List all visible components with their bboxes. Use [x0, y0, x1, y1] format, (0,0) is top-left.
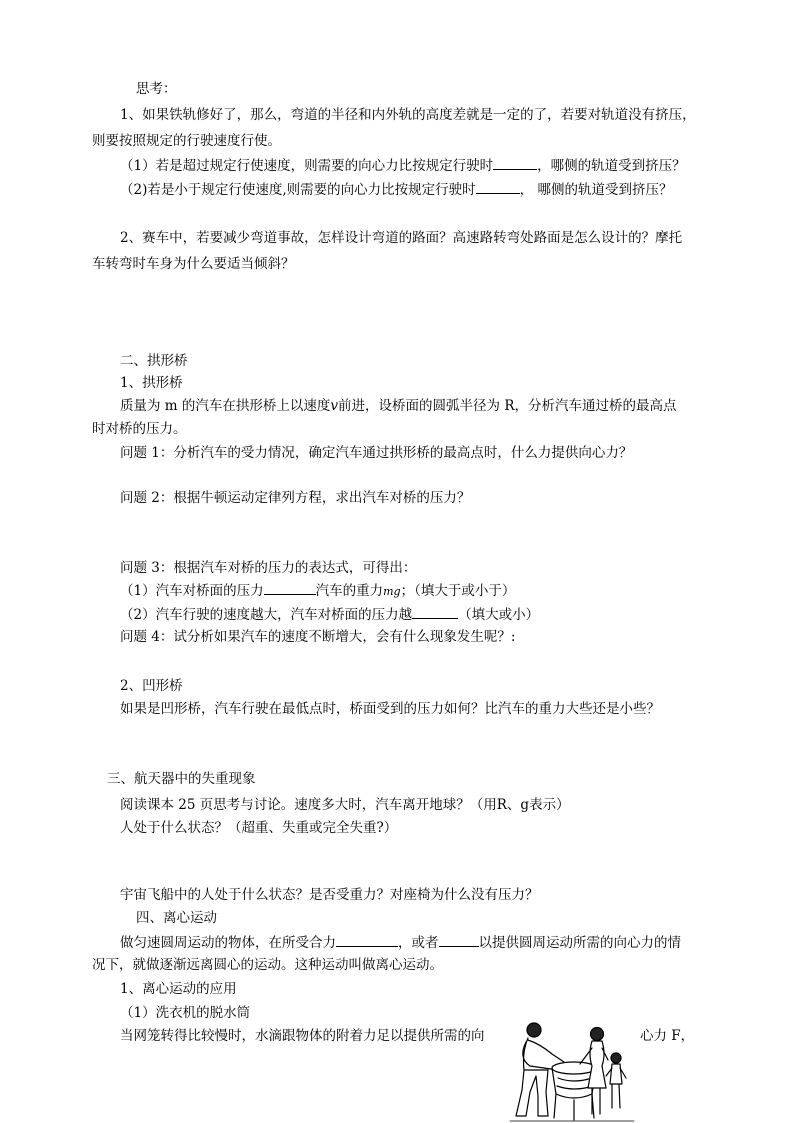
text-span: ，或者: [398, 935, 439, 951]
weightless-heading: 三、航天器中的失重现象: [107, 771, 256, 787]
velocity-symbol: v: [330, 398, 339, 414]
think-q2-line2: 车转弯时车身为什么要适当倾斜？: [92, 256, 295, 272]
think-q1-sub2: [120, 181, 672, 198]
centrifugal-item1: （1）洗衣机的脱水筒: [120, 1005, 251, 1021]
text-span: ；（填大于或小于）: [400, 583, 516, 599]
text-span: （填大或小）: [458, 607, 540, 623]
text-span: （2）汽车行驶的速度越大，汽车对桥面的压力越: [120, 607, 413, 623]
text-span: 前进，设桥面的圆弧半径为 R，分析汽车通过桥的最高点: [338, 398, 677, 414]
think-q1-sub1: [120, 157, 686, 174]
answer-blank: [336, 934, 398, 947]
arch-heading: 二、拱形桥: [120, 353, 188, 369]
centrifugal-p2-pre: 当网笼转得比较慢时，水滴跟物体的附着力足以提供所需的向: [120, 1028, 485, 1044]
weightless-p3: 宇宙飞船中的人处于什么状态？是否受重力？对座椅为什么没有压力？: [120, 887, 539, 903]
people-spinning-basket-illustration: [508, 1018, 636, 1123]
text-span: ， 哪侧的轨道受到挤压？: [519, 182, 673, 198]
answer-blank: [264, 582, 316, 595]
text-span: （1）汽车对桥面的压力: [120, 583, 264, 599]
arch-problem2: 问题 2：根据牛顿运动定律列方程，求出汽车对桥的压力？: [120, 490, 471, 506]
arch-p1-line1: [120, 398, 677, 414]
arch-problem1: 问题 1：分析汽车的受力情况，确定汽车通过拱形桥的最高点时，什么力提供向心力？: [120, 445, 633, 461]
text-span: （1）若是超过规定行使速度，则需要的向心力比按规定行驶时: [120, 158, 494, 174]
centrifugal-sub1: 1、离心运动的应用: [120, 981, 237, 997]
text-span: 做匀速圆周运动的物体，在所受合力: [120, 935, 336, 951]
arch-problem4: 问题 4：试分析如果汽车的速度不断增大，会有什么现象发生呢？:: [120, 629, 516, 645]
weightless-p2: 人处于什么状态？（超重、失重或完全失重?）: [120, 820, 398, 836]
text-span: 汽车的重力: [315, 583, 384, 599]
text-span: ，哪侧的轨道受到挤压？: [537, 158, 686, 174]
centrifugal-p1-line1: [120, 934, 681, 951]
answer-blank: [493, 157, 537, 170]
answer-blank: [439, 934, 479, 947]
arch-p3-item2: [120, 606, 539, 623]
centrifugal-p2-post: 心力 F，: [640, 1028, 695, 1044]
text-span: （2)若是小于规定行使速度,则需要的向心力比按规定行驶时: [120, 182, 476, 198]
think-heading: 思考：: [136, 81, 177, 97]
arch-p3-item1: [120, 582, 515, 600]
arch-sub2: 2、凹形桥: [120, 678, 183, 694]
text-span: 以提供圆周运动所需的向心力的情: [478, 935, 681, 951]
centrifugal-p1-line2: 况下，就做逐渐远离圆心的运动。这种运动叫做离心运动。: [92, 957, 443, 973]
think-q1-line1: 1、如果铁轨修好了，那么，弯道的半径和内外轨的高度差就是一定的了，若要对轨道没有挤压，: [120, 107, 696, 123]
think-q2-line1: 2、赛车中，若要减少弯道事故，怎样设计弯道的路面？高速路转弯处路面是怎么设计的？摩托: [120, 230, 683, 246]
arch-p5: 如果是凹形桥，汽车行驶在最低点时，桥面受到的压力如何？比汽车的重力大些还是小些？: [120, 701, 660, 717]
text-span: 质量为 m 的汽车在拱形桥上以速度: [120, 398, 331, 414]
mg-symbol: mg: [383, 585, 401, 598]
centrifugal-heading: 四、离心运动: [136, 910, 217, 926]
arch-p1-line2: 时对桥的压力。: [92, 421, 187, 437]
think-q1-line2: 则要按照规定的行驶速度行使。: [92, 133, 281, 149]
arch-sub1: 1、拱形桥: [120, 375, 183, 391]
answer-blank: [476, 181, 520, 194]
weightless-p1: 阅读课本 25 页思考与讨论。速度多大时，汽车离开地球？（用R、g表示）: [120, 797, 570, 813]
answer-blank: [412, 606, 458, 619]
arch-problem3: 问题 3：根据汽车对桥的压力的表达式，可得出：: [120, 560, 417, 576]
